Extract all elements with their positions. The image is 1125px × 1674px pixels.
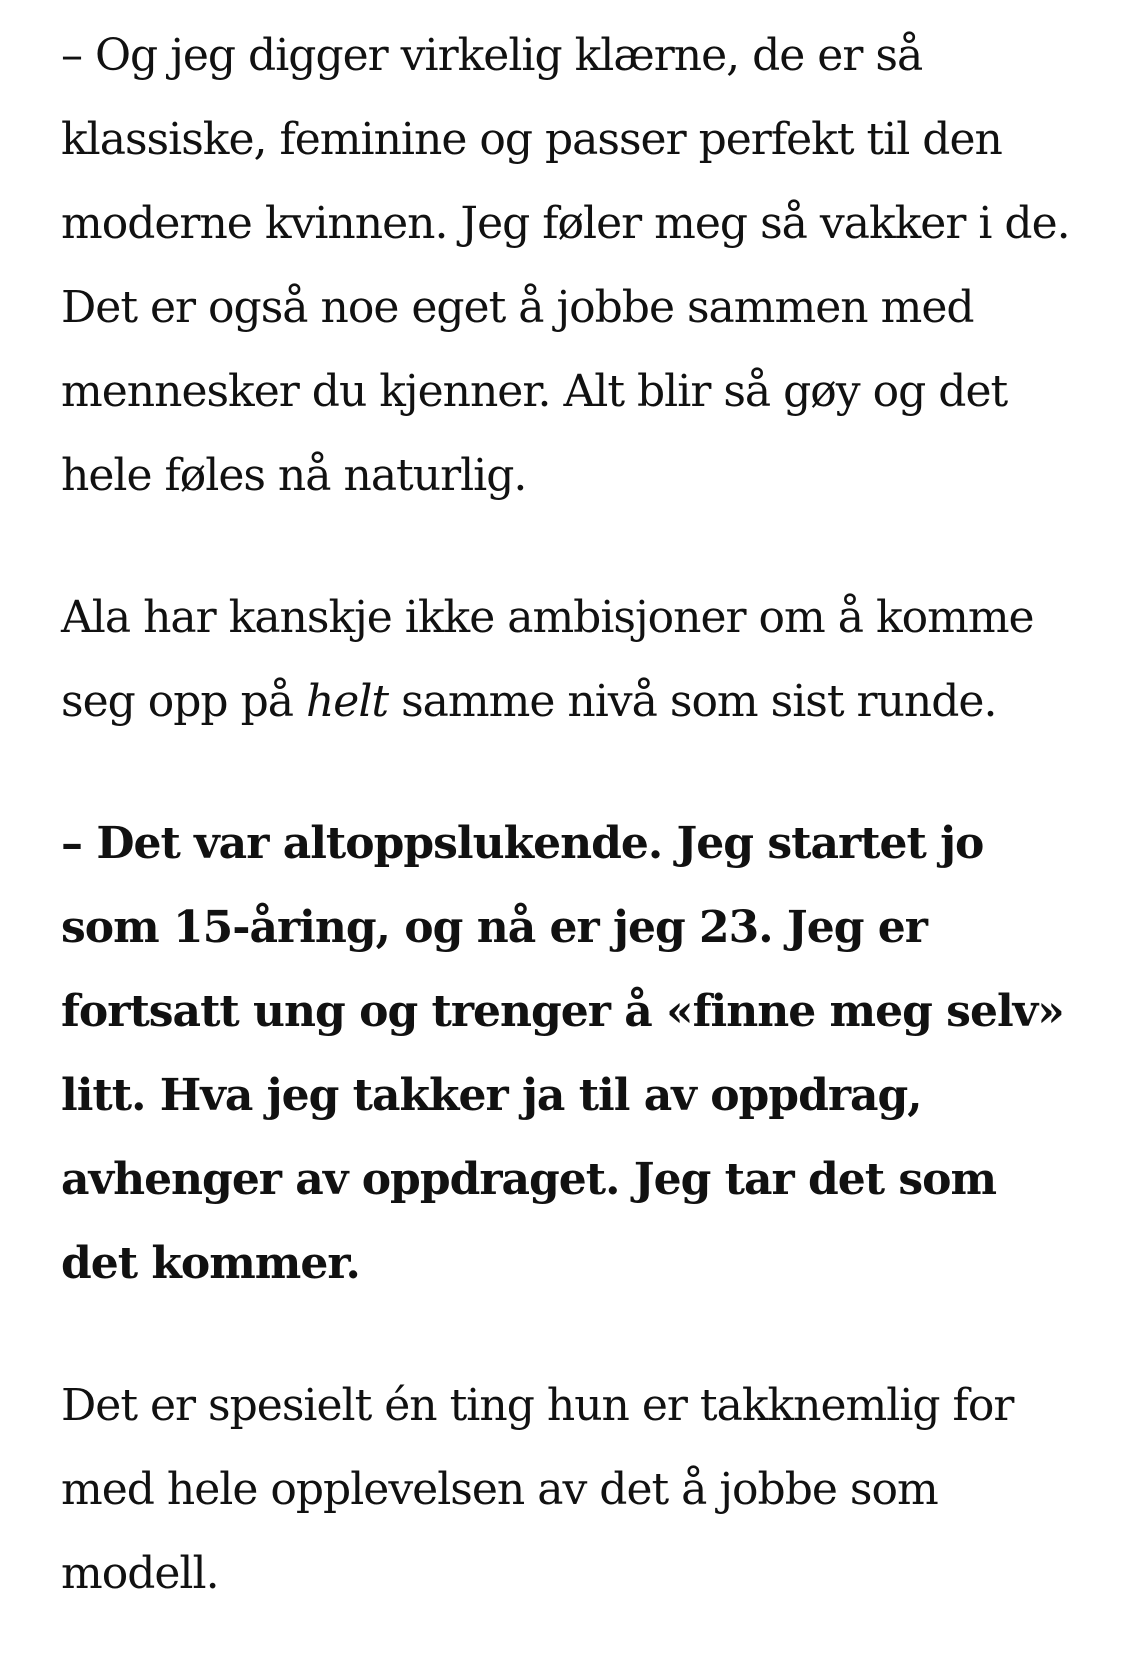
quote-paragraph-bold: – Det var altoppslukende. Jeg startet jo som 15-åring, og nå er jeg 23. Jeg er fortsatt ung og trenger å «finne meg selv» litt. Hva jeg takker ja til av oppdrag, avhenger av oppdraget. Jeg tar det som det kommer.: [61, 818, 1064, 1289]
ambition-emphasis: helt: [305, 676, 389, 727]
ambition-paragraph: [61, 576, 1071, 744]
ambition-text-end: samme nivå som sist runde.: [388, 676, 997, 727]
gratitude-paragraph: Det er spesielt én ting hun er takknemlig for med hele opplevelsen av det å jobbe som modell.: [61, 1380, 1014, 1599]
quote-paragraph-clothes: – Og jeg digger virkelig klærne, de er så klassiske, feminine og passer perfekt til den moderne kvinnen. Jeg føler meg så vakker i de. Det er også noe eget å jobbe sammen med mennesker du kjenner. Alt blir så gøy og det hele føles nå naturlig.: [61, 30, 1070, 501]
ambition-text-start: Ala har kanskje ikke ambisjoner om å komme seg opp på: [61, 592, 1034, 727]
article-body: [61, 14, 1071, 1674]
